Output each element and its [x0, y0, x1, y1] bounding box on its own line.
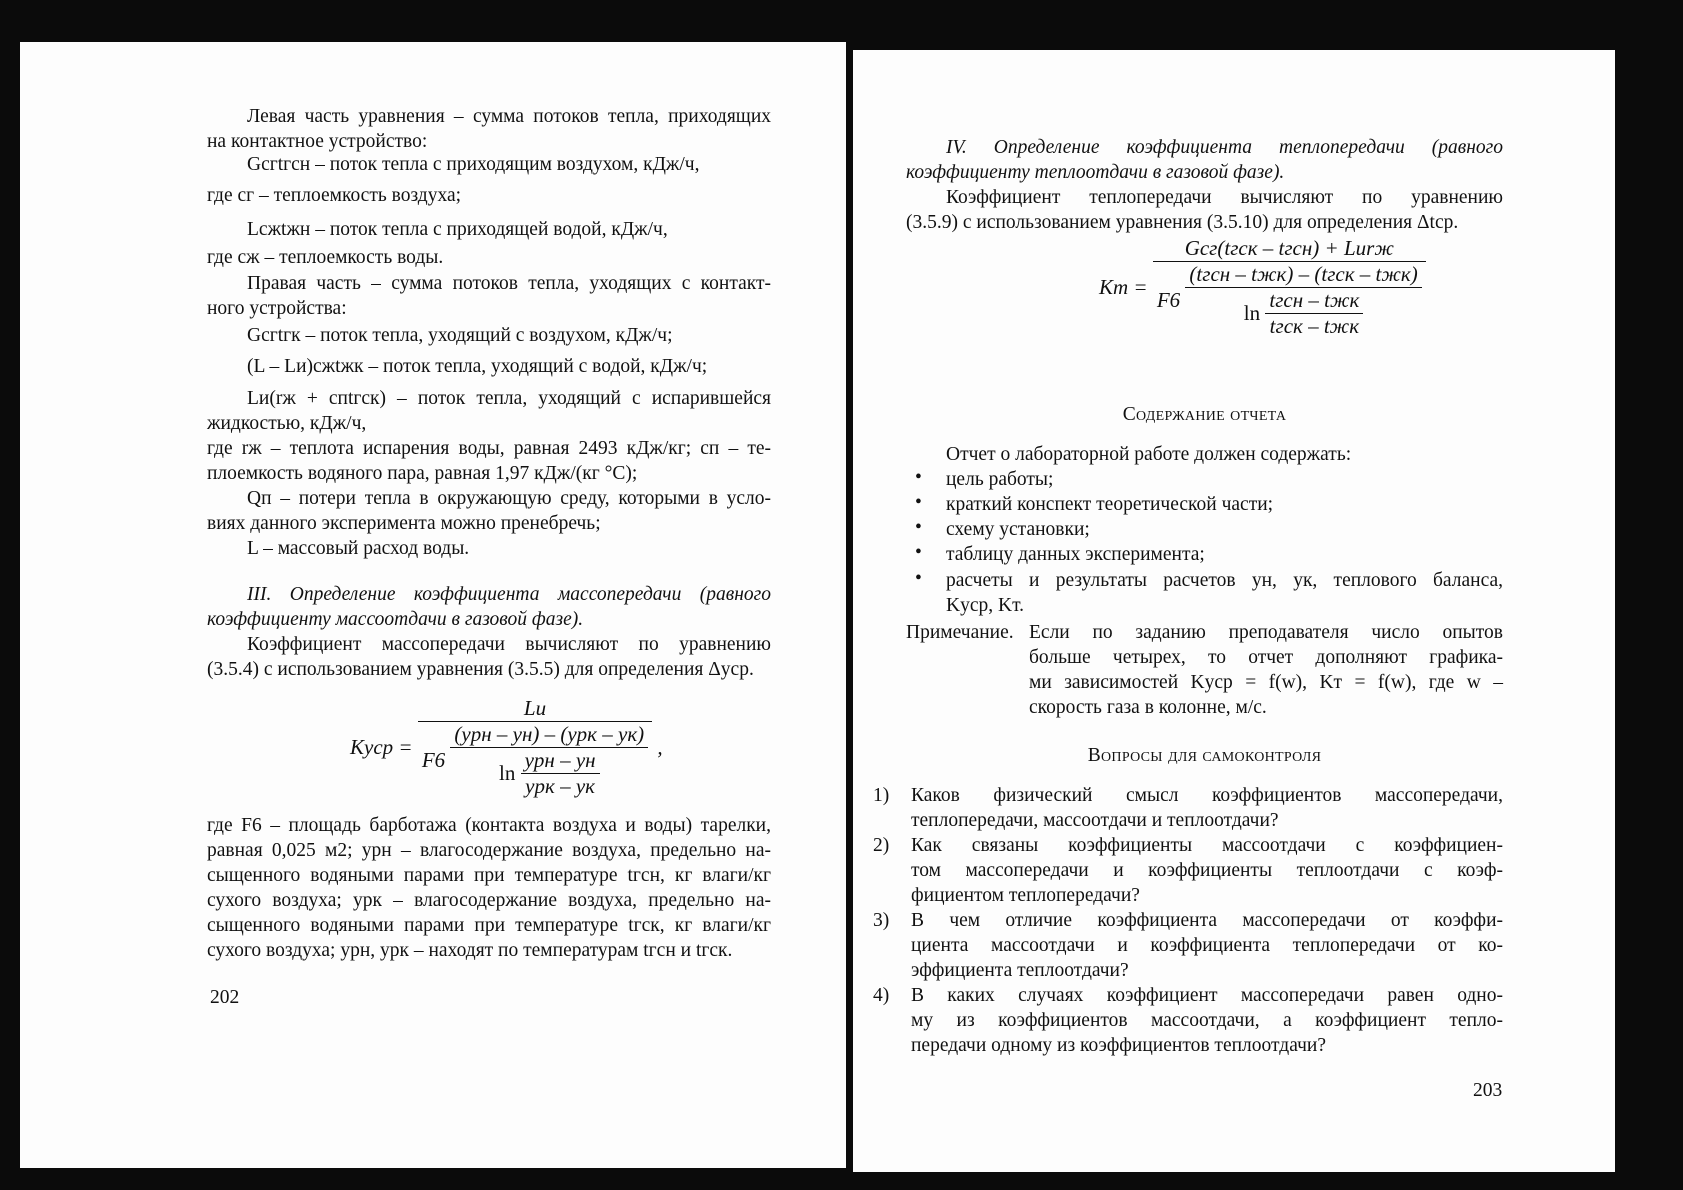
formula-area: F6: [1156, 288, 1181, 312]
bullet-dot: •: [915, 542, 922, 563]
formula-inner-numerator: (yрн – yн) – (yрк – yк): [454, 722, 645, 746]
heat-flow-air-in: Gcгtгсн – поток тепла с приходящим воздухом, кДж/ч,: [247, 154, 700, 175]
formula-area: F6: [421, 748, 446, 772]
report-item-calc-line-2: Kyср, Kт.: [946, 595, 1024, 616]
report-item-goal: цель работы;: [946, 469, 1054, 490]
left-para-2-line-1: Правая часть – сумма потоков тепла, уходящих с контакт-: [247, 273, 771, 294]
definitions-line-2: равная 0,025 м2; yрн – влагосодержание воздуха, предельно на-: [207, 840, 771, 861]
formula-log-term: [450, 748, 648, 799]
formula-inner-fraction: [450, 722, 648, 799]
mass-transfer-formula: [350, 696, 663, 799]
formula-comma: ,: [657, 735, 663, 759]
bullet-dot: •: [915, 517, 922, 538]
question-number: 4): [873, 985, 890, 1006]
heat-flow-evaporated-line-2: жидкостью, кДж/ч,: [207, 413, 367, 434]
questions-heading: Вопросы для самоконтроля: [1087, 745, 1322, 766]
question-4-line-1: В каких случаях коэффициент массопередачи равен одно-: [911, 985, 1503, 1006]
formula-log-denominator: tгск – tжк: [1269, 314, 1360, 338]
heat-flow-evaporated-line-1: Lи(rж + cпtгск) – поток тепла, уходящий с испарившейся: [247, 388, 771, 409]
note-label: Примечание.: [906, 622, 1014, 643]
formula-inner-fraction: [1185, 262, 1421, 339]
definitions-line-6: сухого воздуха; yрн, yрк – находят по температурам tгсн и tгск.: [207, 940, 733, 961]
question-4-line-3: передачи одному из коэффициентов теплоотдачи?: [911, 1035, 1326, 1056]
section-4-title-line-1: IV. Определение коэффициента теплопередачи (равного: [946, 137, 1503, 158]
air-heat-capacity-note: где cг – теплоемкость воздуха;: [207, 185, 462, 206]
page-number-left: 202: [210, 987, 240, 1008]
definitions-line-1: где F6 – площадь барботажа (контакта воздуха и воды) тарелки,: [207, 815, 771, 836]
right-page: [853, 50, 1615, 1172]
question-2-line-3: фициентом теплопередачи?: [911, 885, 1140, 906]
heat-loss-line-1: Qп – потери тепла в окружающую среду, которыми в усло-: [247, 488, 771, 509]
bullet-dot: •: [915, 568, 922, 589]
section-4-text-line-2: (3.5.9) с использованием уравнения (3.5.10) для определения Δtср.: [906, 212, 1459, 233]
bullet-dot: •: [915, 467, 922, 488]
water-mass-flow: L – массовый расход воды.: [247, 538, 470, 559]
report-item-table: таблицу данных эксперимента;: [946, 544, 1205, 565]
evaporation-heat-line-2: плоемкость водяного пара, равная 1,97 кДж/(кг °С);: [207, 463, 638, 484]
question-2-line-2: том массопередачи и коэффициенты теплоотдачи с коэф-: [911, 860, 1503, 881]
bullet-dot: •: [915, 492, 922, 513]
formula-main-fraction: [418, 696, 652, 799]
heat-flow-water-out: (L – Lи)cжtжк – поток тепла, уходящий с водой, кДж/ч;: [247, 356, 708, 377]
question-3-line-3: эффициента теплоотдачи?: [911, 960, 1129, 981]
formula-lhs: Kт =: [1099, 275, 1148, 299]
formula-log-fraction: [521, 748, 600, 799]
left-para-2-line-2: ного устройства:: [207, 298, 347, 319]
question-number: 2): [873, 835, 890, 856]
left-para-1-line-1: Левая часть уравнения – сумма потоков тепла, приходящих: [247, 106, 771, 127]
evaporation-heat-line-1: где rж – теплота испарения воды, равная 2493 кДж/кг; cп – те-: [207, 438, 771, 459]
section-4-title-line-2: коэффициенту теплоотдачи в газовой фазе).: [906, 162, 1285, 183]
formula-log-numerator: tгсн – tжк: [1269, 288, 1360, 312]
section-3-title-line-2: коэффициенту массоотдачи в газовой фазе).: [207, 609, 584, 630]
report-item-setup: схему установки;: [946, 519, 1090, 540]
formula-lhs: Kyср =: [350, 735, 413, 759]
formula-log-term: [1185, 288, 1421, 339]
heat-flow-water-in: Lcжtжн – поток тепла с приходящей водой, кДж/ч,: [247, 219, 668, 240]
question-3-line-1: В чем отличие коэффициента массопередачи от коэффи-: [911, 910, 1503, 931]
report-heading: Содержание отчета: [1122, 404, 1287, 425]
section-3-title-line-1: III. Определение коэффициента массопередачи (равного: [247, 584, 771, 605]
question-4-line-2: му из коэффициентов массоотдачи, а коэффициент тепло-: [911, 1010, 1503, 1031]
definitions-line-5: сыщенного водяными парами при температуре tгск, кг влаги/кг: [207, 915, 771, 936]
question-number: 3): [873, 910, 890, 931]
left-page: [20, 42, 846, 1168]
section-4-text-line-1: Коэффициент теплопередачи вычисляют по уравнению: [946, 187, 1503, 208]
formula-numerator: Lи: [523, 696, 547, 720]
formula-log-denominator: yрк – yк: [525, 774, 595, 798]
heat-flow-air-out: Gcгtгк – поток тепла, уходящий с воздухом, кДж/ч;: [247, 325, 673, 346]
definitions-line-4: сухого воздуха; yрк – влагосодержание воздуха, предельно на-: [207, 890, 771, 911]
formula-log-numerator: yрн – yн: [524, 748, 596, 772]
section-3-text-line-1: Коэффициент массопередачи вычисляют по уравнению: [247, 634, 771, 655]
water-heat-capacity-note: где cж – теплоемкость воды.: [207, 247, 444, 268]
note-line-2: больше четырех, то отчет дополняют графика-: [1029, 647, 1503, 668]
page-number-right: 203: [1473, 1080, 1503, 1101]
report-item-theory: краткий конспект теоретической части;: [946, 494, 1274, 515]
formula-denominator: [1153, 262, 1426, 339]
note-line-1: Если по заданию преподавателя число опытов: [1029, 622, 1503, 643]
section-3-text-line-2: (3.5.4) с использованием уравнения (3.5.5) для определения Δyср.: [207, 659, 754, 680]
formula-inner-numerator: (tгсн – tжк) – (tгск – tжк): [1189, 262, 1418, 286]
heat-loss-line-2: виях данного эксперимента можно пренебречь;: [207, 513, 601, 534]
formula-ln: ln: [498, 761, 516, 785]
report-intro: Отчет о лабораторной работе должен содержать:: [946, 444, 1352, 465]
formula-denominator: [418, 722, 652, 799]
note-line-3: ми зависимостей Kyср = f(w), Kт = f(w), где w –: [1029, 672, 1503, 693]
formula-main-fraction: [1153, 236, 1426, 339]
report-item-calc-line-1: расчеты и результаты расчетов yн, yк, теплового баланса,: [946, 570, 1503, 591]
heat-transfer-formula: [1099, 236, 1426, 339]
question-2-line-1: Как связаны коэффициенты массоотдачи с коэффициен-: [911, 835, 1503, 856]
definitions-line-3: сыщенного водяными парами при температуре tгсн, кг влаги/кг: [207, 865, 771, 886]
note-line-4: скорость газа в колонне, м/с.: [1029, 697, 1267, 718]
left-para-1-line-2: на контактное устройство:: [207, 131, 428, 152]
question-number: 1): [873, 785, 890, 806]
question-1-line-1: Каков физический смысл коэффициентов массопередачи,: [911, 785, 1503, 806]
formula-log-fraction: [1265, 288, 1363, 339]
question-1-line-2: теплопередачи, массоотдачи и теплоотдачи?: [911, 810, 1279, 831]
formula-ln: ln: [1243, 301, 1261, 325]
formula-numerator: Gcг(tгск – tгсн) + Lиrж: [1184, 236, 1394, 260]
question-3-line-2: циента массоотдачи и коэффициента теплопередачи от ко-: [911, 935, 1503, 956]
